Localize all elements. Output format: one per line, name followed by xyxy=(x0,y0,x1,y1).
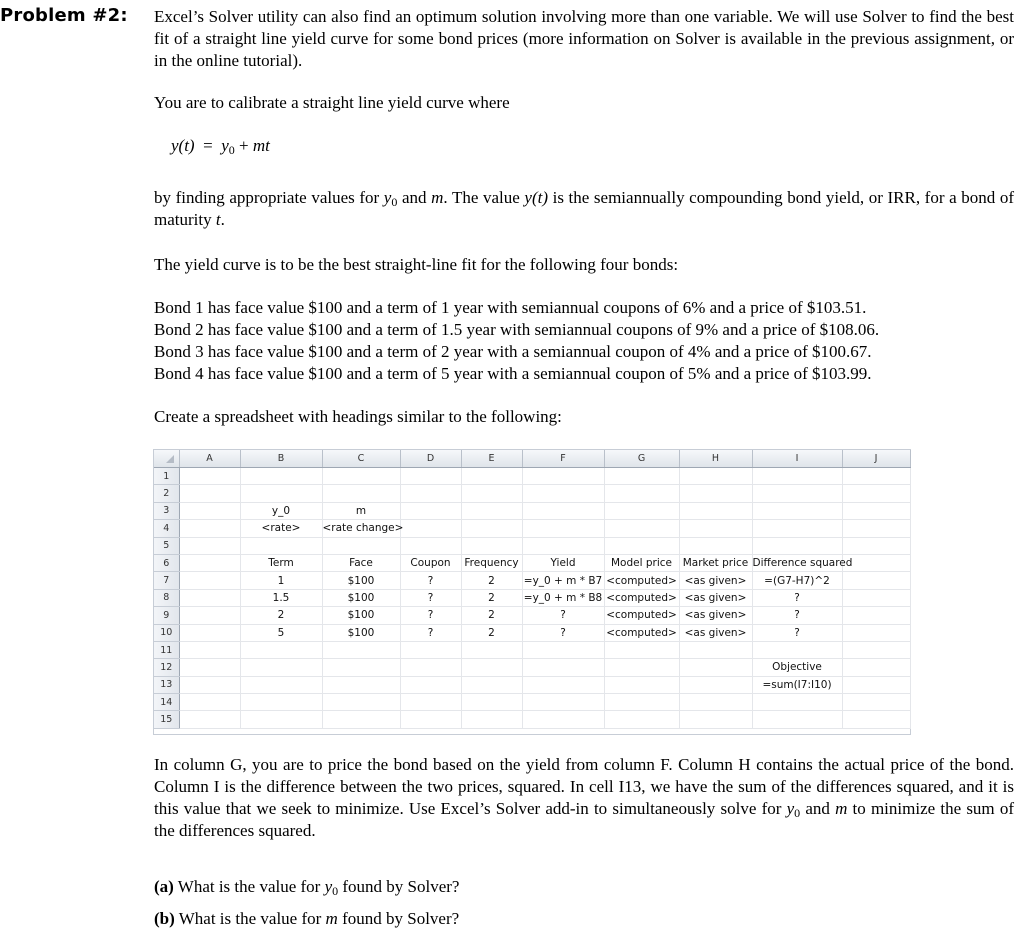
cell-e13 xyxy=(461,676,522,693)
cell-h1 xyxy=(679,468,752,485)
equation-plus: + xyxy=(238,136,249,155)
sheet-row xyxy=(154,572,910,589)
question-a-end: found by Solver? xyxy=(338,877,460,896)
cell-i9: ? xyxy=(752,607,842,624)
cell-i4 xyxy=(752,520,842,537)
column-g-paragraph xyxy=(154,754,1014,842)
cell-d3 xyxy=(400,502,461,519)
cell-f11 xyxy=(522,641,604,658)
best-fit-text: The yield curve is to be the best straight-line fit for the following four bonds: xyxy=(154,255,679,274)
cell-c6: Face xyxy=(322,554,400,571)
cell-b13 xyxy=(240,676,322,693)
row-number: 13 xyxy=(154,676,179,693)
cell-e7: 2 xyxy=(461,572,522,589)
cell-e4 xyxy=(461,520,522,537)
cell-f9: ? xyxy=(522,607,604,624)
question-a-label: (a) xyxy=(154,877,174,896)
cell-h10: <as given> xyxy=(679,624,752,641)
cell-g1 xyxy=(604,468,679,485)
column-g-sub: 0 xyxy=(794,806,801,820)
row-number: 5 xyxy=(154,537,179,554)
cell-d9: ? xyxy=(400,607,461,624)
column-header-f: F xyxy=(522,450,604,468)
cell-b3: y_0 xyxy=(240,502,322,519)
question-a-text: What is the value for xyxy=(173,877,325,896)
cell-d7: ? xyxy=(400,572,461,589)
cell-a8 xyxy=(179,589,240,606)
cell-a6 xyxy=(179,554,240,571)
cell-g9: <computed> xyxy=(604,607,679,624)
cell-j14 xyxy=(842,694,910,711)
cell-g2 xyxy=(604,485,679,502)
cell-c13 xyxy=(322,676,400,693)
cell-i6: Difference squared xyxy=(752,554,842,571)
cell-a12 xyxy=(179,659,240,676)
cell-a14 xyxy=(179,694,240,711)
cell-j3 xyxy=(842,502,910,519)
cell-i15 xyxy=(752,711,842,728)
finding-text-3: is the semiannually compounding bond yield, or IRR, for a bond of maturity xyxy=(154,188,1015,229)
cell-b5 xyxy=(240,537,322,554)
cell-f5 xyxy=(522,537,604,554)
cell-c12 xyxy=(322,659,400,676)
finding-text-2: . The value xyxy=(443,188,525,207)
cell-h2 xyxy=(679,485,752,502)
cell-b2 xyxy=(240,485,322,502)
cell-g8: <computed> xyxy=(604,589,679,606)
finding-y: y xyxy=(383,188,392,207)
column-header-h: H xyxy=(679,450,752,468)
question-b-label: (b) xyxy=(154,909,175,928)
cell-j6 xyxy=(842,554,910,571)
cell-b15 xyxy=(240,711,322,728)
bond-3-text: Bond 3 has face value $100 and a term of 2 year with a semiannual coupon of 4% and a price of $100.67. xyxy=(154,342,872,361)
cell-a15 xyxy=(179,711,240,728)
cell-g5 xyxy=(604,537,679,554)
cell-j11 xyxy=(842,641,910,658)
cell-j1 xyxy=(842,468,910,485)
cell-i10: ? xyxy=(752,624,842,641)
equation-mt: mt xyxy=(252,136,270,155)
cell-d13 xyxy=(400,676,461,693)
question-b-end: found by Solver? xyxy=(337,909,460,928)
cell-h9: <as given> xyxy=(679,607,752,624)
problem-label: Problem #2: xyxy=(0,5,128,26)
sheet-row xyxy=(154,537,910,554)
question-b xyxy=(154,908,459,930)
cell-c9: $100 xyxy=(322,607,400,624)
column-header-c: C xyxy=(322,450,400,468)
cell-f13 xyxy=(522,676,604,693)
finding-m: m xyxy=(431,188,444,207)
cell-f14 xyxy=(522,694,604,711)
cell-a4 xyxy=(179,520,240,537)
calibrate-text: You are to calibrate a straight line yield curve where xyxy=(154,93,510,112)
cell-d2 xyxy=(400,485,461,502)
question-a-y: y xyxy=(324,877,333,896)
question-b-m: m xyxy=(325,909,338,928)
cell-h7: <as given> xyxy=(679,572,752,589)
question-b-text: What is the value for xyxy=(174,909,326,928)
cell-d10: ? xyxy=(400,624,461,641)
cell-e12 xyxy=(461,659,522,676)
column-header-b: B xyxy=(240,450,322,468)
cell-j5 xyxy=(842,537,910,554)
cell-i1 xyxy=(752,468,842,485)
question-a xyxy=(154,876,459,898)
cell-g13 xyxy=(604,676,679,693)
cell-e2 xyxy=(461,485,522,502)
column-header-d: D xyxy=(400,450,461,468)
finding-end: . xyxy=(220,210,225,229)
cell-d8: ? xyxy=(400,589,461,606)
cell-g6: Model price xyxy=(604,554,679,571)
cell-f7: =y_0 + m * B7 xyxy=(522,572,604,589)
intro-paragraph: Excel’s Solver utility can also find an optimum solution involving more than one variable. We will use Solver to find the best fit of a straight line yield curve for some bond prices (more information on Solver is available in the previous assignment, or in the online tutorial). xyxy=(154,7,1014,70)
cell-a7 xyxy=(179,572,240,589)
equation-y: y xyxy=(221,136,229,155)
cell-c15 xyxy=(322,711,400,728)
cell-d6: Coupon xyxy=(400,554,461,571)
sheet-row xyxy=(154,607,910,624)
cell-e10: 2 xyxy=(461,624,522,641)
row-number: 11 xyxy=(154,641,179,658)
cell-f4 xyxy=(522,520,604,537)
cell-a3 xyxy=(179,502,240,519)
cell-b9: 2 xyxy=(240,607,322,624)
cell-j15 xyxy=(842,711,910,728)
cell-f1 xyxy=(522,468,604,485)
sheet-row xyxy=(154,589,910,606)
cell-b6: Term xyxy=(240,554,322,571)
cell-g12 xyxy=(604,659,679,676)
finding-paragraph xyxy=(154,187,1014,231)
cell-h5 xyxy=(679,537,752,554)
cell-a11 xyxy=(179,641,240,658)
cell-j13 xyxy=(842,676,910,693)
row-number: 6 xyxy=(154,554,179,571)
cell-h11 xyxy=(679,641,752,658)
sheet-row xyxy=(154,502,910,519)
bond-2-text: Bond 2 has face value $100 and a term of 1.5 year with semiannual coupons of 9% and a price of $108.06. xyxy=(154,320,880,339)
spreadsheet-grid xyxy=(154,450,911,729)
column-g-and: and xyxy=(800,799,836,818)
cell-c14 xyxy=(322,694,400,711)
cell-c10: $100 xyxy=(322,624,400,641)
cell-h15 xyxy=(679,711,752,728)
cell-c2 xyxy=(322,485,400,502)
cell-c7: $100 xyxy=(322,572,400,589)
cell-j8 xyxy=(842,589,910,606)
finding-and: and xyxy=(397,188,432,207)
finding-sub: 0 xyxy=(391,195,398,209)
cell-b10: 5 xyxy=(240,624,322,641)
cell-a2 xyxy=(179,485,240,502)
cell-b11 xyxy=(240,641,322,658)
cell-g15 xyxy=(604,711,679,728)
column-g-m: m xyxy=(835,799,848,818)
sheet-row xyxy=(154,520,910,537)
cell-e5 xyxy=(461,537,522,554)
cell-f10: ? xyxy=(522,624,604,641)
cell-i11 xyxy=(752,641,842,658)
cell-d14 xyxy=(400,694,461,711)
equation-equals: = xyxy=(203,136,213,155)
cell-d11 xyxy=(400,641,461,658)
cell-g3 xyxy=(604,502,679,519)
cell-j12 xyxy=(842,659,910,676)
cell-f15 xyxy=(522,711,604,728)
cell-j2 xyxy=(842,485,910,502)
cell-c5 xyxy=(322,537,400,554)
cell-a10 xyxy=(179,624,240,641)
cell-g11 xyxy=(604,641,679,658)
row-number: 2 xyxy=(154,485,179,502)
cell-h3 xyxy=(679,502,752,519)
cell-c8: $100 xyxy=(322,589,400,606)
column-g-y: y xyxy=(786,799,795,818)
row-number: 8 xyxy=(154,589,179,606)
question-a-sub: 0 xyxy=(332,884,339,898)
row-number: 4 xyxy=(154,520,179,537)
column-g-text-1: In column G, you are to price the bond based on the yield from column F. Column H contains the actual price of the bond. Column I is the difference between the two prices, squared. In cell I13, we have the sum of the differences squared, and it is this value that we seek to minimize. Use Excel’s Solver add-in to simultaneously solve for xyxy=(154,755,1014,818)
column-header-e: E xyxy=(461,450,522,468)
sheet-row xyxy=(154,711,910,728)
cell-b12 xyxy=(240,659,322,676)
bond-1-text: Bond 1 has face value $100 and a term of 1 year with semiannual coupons of 6% and a price of $103.51. xyxy=(154,298,867,317)
row-number: 12 xyxy=(154,659,179,676)
cell-f2 xyxy=(522,485,604,502)
cell-e1 xyxy=(461,468,522,485)
create-text: Create a spreadsheet with headings similar to the following: xyxy=(154,407,562,426)
bond-4-text: Bond 4 has face value $100 and a term of 5 year with a semiannual coupon of 5% and a price of $103.99. xyxy=(154,364,872,383)
cell-h12 xyxy=(679,659,752,676)
cell-i12: Objective xyxy=(752,659,842,676)
cell-e14 xyxy=(461,694,522,711)
cell-i7: =(G7-H7)^2 xyxy=(752,572,842,589)
cell-h4 xyxy=(679,520,752,537)
cell-b1 xyxy=(240,468,322,485)
column-header-j: J xyxy=(842,450,910,468)
sheet-row xyxy=(154,676,910,693)
cell-f8: =y_0 + m * B8 xyxy=(522,589,604,606)
cell-i5 xyxy=(752,537,842,554)
cell-g10: <computed> xyxy=(604,624,679,641)
column-header-g: G xyxy=(604,450,679,468)
cell-i3 xyxy=(752,502,842,519)
row-number: 10 xyxy=(154,624,179,641)
cell-e6: Frequency xyxy=(461,554,522,571)
sheet-row xyxy=(154,659,910,676)
cell-j9 xyxy=(842,607,910,624)
cell-i8: ? xyxy=(752,589,842,606)
column-header-i: I xyxy=(752,450,842,468)
row-number: 7 xyxy=(154,572,179,589)
cell-a5 xyxy=(179,537,240,554)
column-header-row xyxy=(154,450,910,468)
cell-d4 xyxy=(400,520,461,537)
cell-e11 xyxy=(461,641,522,658)
cell-g14 xyxy=(604,694,679,711)
cell-i2 xyxy=(752,485,842,502)
cell-c3: m xyxy=(322,502,400,519)
cell-j10 xyxy=(842,624,910,641)
sheet-row xyxy=(154,641,910,658)
cell-b14 xyxy=(240,694,322,711)
row-number: 15 xyxy=(154,711,179,728)
cell-d12 xyxy=(400,659,461,676)
cell-e9: 2 xyxy=(461,607,522,624)
cell-a1 xyxy=(179,468,240,485)
cell-a9 xyxy=(179,607,240,624)
sheet-row xyxy=(154,554,910,571)
spreadsheet-image xyxy=(153,449,911,735)
cell-d1 xyxy=(400,468,461,485)
cell-b7: 1 xyxy=(240,572,322,589)
cell-e8: 2 xyxy=(461,589,522,606)
sheet-row xyxy=(154,694,910,711)
cell-f6: Yield xyxy=(522,554,604,571)
equation-lhs: y(t) xyxy=(171,136,195,155)
yield-curve-equation xyxy=(171,136,270,156)
cell-b4: <rate> xyxy=(240,520,322,537)
column-header-a: A xyxy=(179,450,240,468)
row-number: 3 xyxy=(154,502,179,519)
finding-text-1: by finding appropriate values for xyxy=(154,188,384,207)
column-g-text-2: to minimize the sum of the differences squared. xyxy=(154,799,1015,840)
cell-d5 xyxy=(400,537,461,554)
sheet-row xyxy=(154,624,910,641)
cell-e15 xyxy=(461,711,522,728)
cell-g4 xyxy=(604,520,679,537)
row-number: 1 xyxy=(154,468,179,485)
cell-f3 xyxy=(522,502,604,519)
cell-h13 xyxy=(679,676,752,693)
cell-h14 xyxy=(679,694,752,711)
equation-sub: 0 xyxy=(228,143,235,157)
cell-h6: Market price xyxy=(679,554,752,571)
cell-h8: <as given> xyxy=(679,589,752,606)
cell-b8: 1.5 xyxy=(240,589,322,606)
cell-d15 xyxy=(400,711,461,728)
sheet-row xyxy=(154,468,910,485)
cell-g7: <computed> xyxy=(604,572,679,589)
sheet-row xyxy=(154,485,910,502)
cell-i13: =sum(I7:I10) xyxy=(752,676,842,693)
finding-yt: y(t) xyxy=(524,188,548,207)
row-number: 9 xyxy=(154,607,179,624)
cell-j4 xyxy=(842,520,910,537)
cell-e3 xyxy=(461,502,522,519)
finding-t: t xyxy=(215,210,221,229)
select-all-corner xyxy=(154,450,179,468)
row-number: 14 xyxy=(154,694,179,711)
cell-c11 xyxy=(322,641,400,658)
cell-i14 xyxy=(752,694,842,711)
cell-j7 xyxy=(842,572,910,589)
cell-c4: <rate change> xyxy=(322,520,400,537)
cell-a13 xyxy=(179,676,240,693)
cell-f12 xyxy=(522,659,604,676)
cell-c1 xyxy=(322,468,400,485)
